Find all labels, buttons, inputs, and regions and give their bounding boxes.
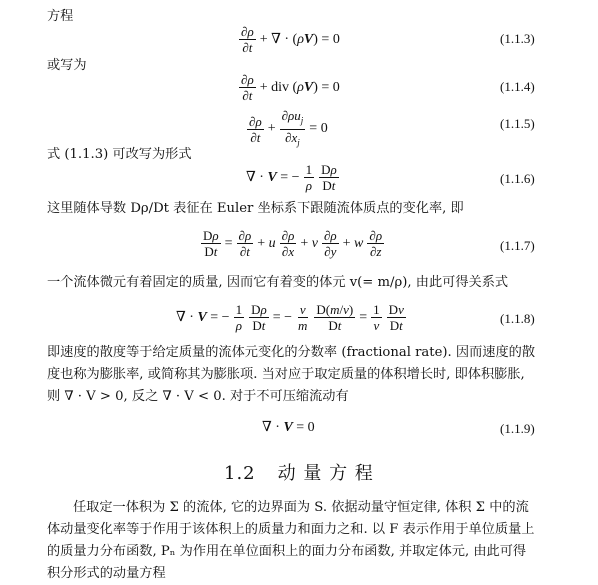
section-number: 1.2 (224, 463, 256, 484)
eq-number: (1.1.3) (500, 31, 535, 46)
text-fangcheng: 方程 (47, 9, 74, 24)
eq-number: (1.1.6) (500, 171, 535, 186)
section-heading (224, 459, 374, 485)
section-title: 动 量 方 程 (277, 463, 374, 484)
equation-1-1-4: $\frac{\partial\rho}{\partial t}$ + div (ρV) = 0 (241, 72, 340, 103)
equation-1-1-7: $\frac{D\rho}{Dt}$ = $\frac{\partial\rho}{\partial t}$ + u $\frac{\partial\rho}{\partial x}$ + v $\frac{\partial\rho}{\partial y}$ + w $\frac{\partial\rho}{\partial z}$ (203, 228, 383, 259)
text-huoxiewei: 或写为 (47, 58, 87, 73)
eq-number: (1.1.4) (500, 79, 535, 94)
equation-1-1-6: ∇ · V = − $\frac{1}{\rho}$ $\frac{D\rho}{Dt}$ (246, 162, 337, 193)
paragraph-fractional-rate: 即速度的散度等于给定质量的流体元变化的分数率 (fractional rate). 因而速度的散度也称为膨胀率, 或简称其为膨胀项. 当对应于取定质量的体积增长时, 即体积膨胀, 则 ∇ · V > 0, 反之 ∇ · V < 0. 对于不可压缩流动有 (47, 345, 536, 404)
equation-1-1-9: ∇ · V = 0 (262, 420, 315, 435)
eq-number: (1.1.7) (500, 238, 535, 253)
eq-number: (1.1.8) (500, 311, 535, 326)
text-shi-prefix: 式 (1.1.3) 可改写为形式 (47, 147, 192, 162)
equation-1-1-3: $\frac{\partial\rho}{\partial t}$ + ∇ · (ρV) = 0 (241, 24, 340, 55)
equation-1-1-8: ∇ · V = − $\frac{1}{\rho}$ $\frac{D\rho}{Dt}$ = − $\frac{v}{m}$ $\frac{D(m/v)}{Dt}$ = $\frac{1}{v}$ $\frac{Dv}{Dt}$ (176, 302, 404, 333)
eq-number: (1.1.5) (500, 116, 535, 131)
text-yige: 一个流体微元有着固定的质量, 因而它有着变的体元 v(= m/ρ), 由此可得关系式 (47, 275, 509, 290)
text-zheli: 这里随体导数 Dρ/Dt 表征在 Euler 坐标系下跟随流体质点的变化率, 即 (47, 201, 464, 216)
equation-1-1-5: $\frac{\partial\rho}{\partial t}$ + $\frac{\partial\rho u_j}{\partial x_j}$ = 0 (249, 108, 328, 148)
eq-number: (1.1.9) (500, 421, 535, 436)
paragraph-momentum: 任取定一体积为 Σ 的流体, 它的边界面为 S. 依据动量守恒定律, 体积 Σ 中的流体动量变化率等于作用于该体积上的质量力和面力之和. 以 F 表示作用于单位质量上的质量力分布函数, Pₙ 为作用在单位面积上的面力分布函数, 并取定体元, 由此可得积分形式的动量方程 (47, 500, 535, 581)
